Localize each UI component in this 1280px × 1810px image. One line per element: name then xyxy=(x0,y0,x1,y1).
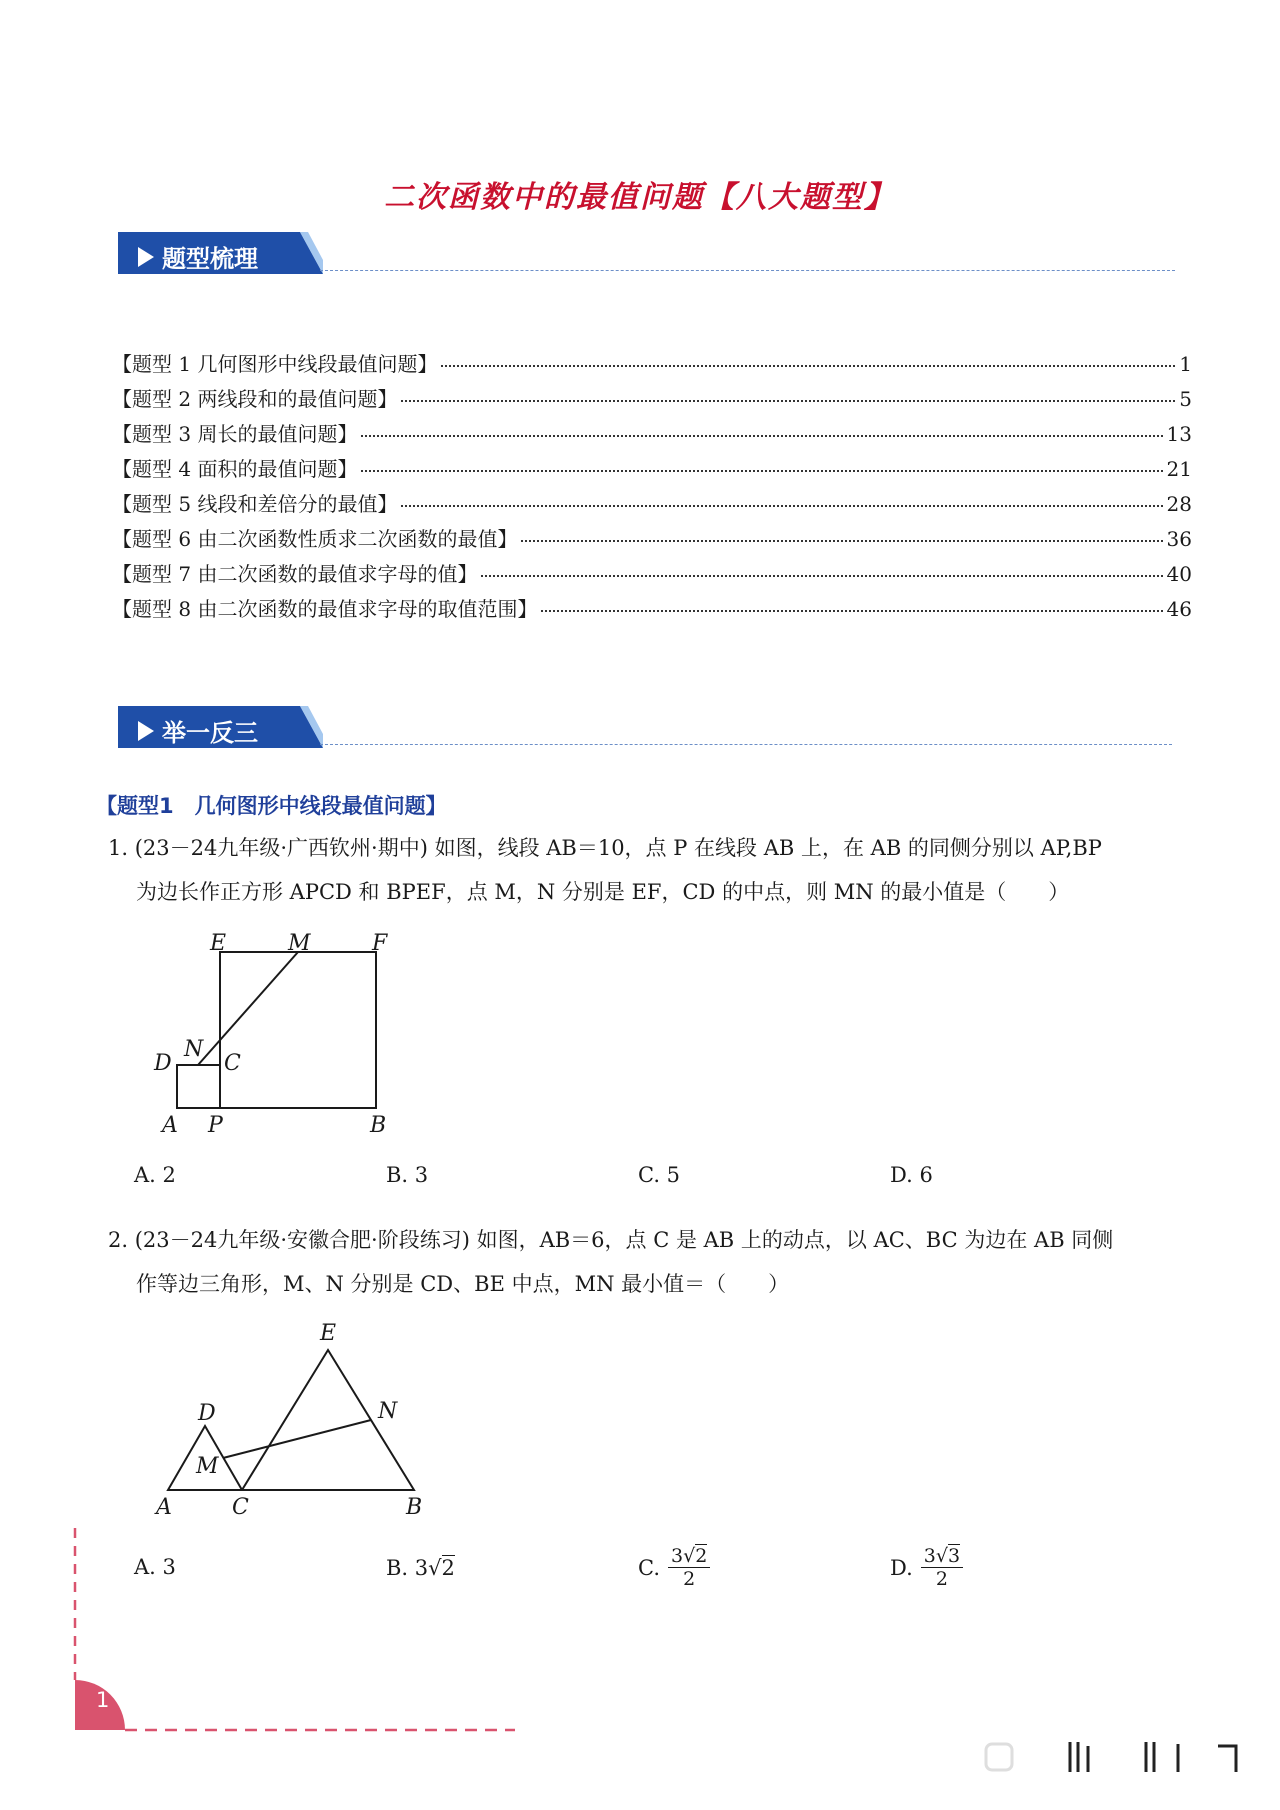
label-b: B xyxy=(406,1495,423,1520)
choice-d[interactable]: D. 6 xyxy=(890,1163,933,1187)
choice-b[interactable]: B. 3 xyxy=(386,1163,429,1187)
toc-row[interactable]: 【题型 3 周长的最值问题】 13 xyxy=(112,422,1192,446)
toc-row[interactable]: 【题型 1 几何图形中线段最值问题】 1 xyxy=(112,352,1192,376)
choice-c[interactable]: C. 5 xyxy=(638,1163,681,1187)
label-p: P xyxy=(208,1113,223,1138)
page-title: 二次函数中的最值问题【八大题型】 xyxy=(384,180,896,215)
section-title-practice: 举一反三 xyxy=(162,719,258,747)
label-c: C xyxy=(232,1495,249,1520)
label-d: D xyxy=(154,1051,172,1076)
label-c: C xyxy=(224,1051,241,1076)
choice-d[interactable]: D. $\frac{3√3}{2}$ xyxy=(890,1545,963,1590)
label-m: M xyxy=(288,931,311,956)
choice-c[interactable]: C. $\frac{3√2}{2}$ xyxy=(638,1545,710,1590)
watermark xyxy=(978,1738,1268,1778)
page-corner-decoration xyxy=(0,0,520,1810)
choice-b[interactable]: B. 3 √ 2 xyxy=(386,1555,455,1580)
sqrt-sign: √ xyxy=(935,1545,948,1567)
label-b: B xyxy=(370,1113,387,1138)
question-text: 作等边三角形，M、N 分别是 CD、BE 中点，MN 最小值＝（ ） xyxy=(136,1272,790,1296)
label-d: D xyxy=(198,1401,216,1426)
toc-row[interactable]: 【题型 7 由二次函数的最值求字母的值】 40 xyxy=(112,562,1192,586)
question-text: 1. (23－24九年级·广西钦州·期中) 如图，线段 AB＝10，点 P 在线段 AB 上，在 AB 的同侧分别以 AP,BP xyxy=(108,836,1102,860)
fraction: $\frac{3√2}{2}$ xyxy=(668,1545,710,1590)
toc-row[interactable]: 【题型 4 面积的最值问题】 21 xyxy=(112,457,1192,481)
toc-row[interactable]: 【题型 2 两线段和的最值问题】 5 xyxy=(112,387,1192,411)
label-a: A xyxy=(162,1113,178,1138)
sqrt-sign: √ xyxy=(428,1555,442,1580)
page-number: 1 xyxy=(96,1688,110,1712)
fraction: $\frac{3√3}{2}$ xyxy=(921,1545,963,1590)
label-a: A xyxy=(156,1495,172,1520)
question-text: 2. (23－24九年级·安徽合肥·阶段练习) 如图，AB＝6，点 C 是 AB 上的动点，以 AC、BC 为边在 AB 同侧 xyxy=(108,1228,1114,1252)
question-text: 为边长作正方形 APCD 和 BPEF，点 M，N 分别是 EF，CD 的中点，则 MN 的最小值是（ ） xyxy=(136,880,1070,904)
label-m: M xyxy=(196,1454,219,1479)
choice-a[interactable]: A. 3 xyxy=(134,1555,176,1579)
label-f: F xyxy=(372,931,388,956)
toc-row[interactable]: 【题型 5 线段和差倍分的最值】 28 xyxy=(112,492,1192,516)
label-n: N xyxy=(378,1399,398,1424)
label-n: N xyxy=(184,1037,204,1062)
section-title-outline: 题型梳理 xyxy=(162,245,258,273)
label-e: E xyxy=(320,1321,337,1346)
toc-row[interactable]: 【题型 6 由二次函数性质求二次函数的最值】 36 xyxy=(112,527,1192,551)
choice-a[interactable]: A. 2 xyxy=(134,1163,176,1187)
toc-row[interactable]: 【题型 8 由二次函数的最值求字母的取值范围】 46 xyxy=(112,597,1192,621)
question-type-heading: 【题型1 几何图形中线段最值问题】 xyxy=(96,794,447,818)
sqrt-sign: √ xyxy=(683,1545,696,1567)
label-e: E xyxy=(210,931,227,956)
